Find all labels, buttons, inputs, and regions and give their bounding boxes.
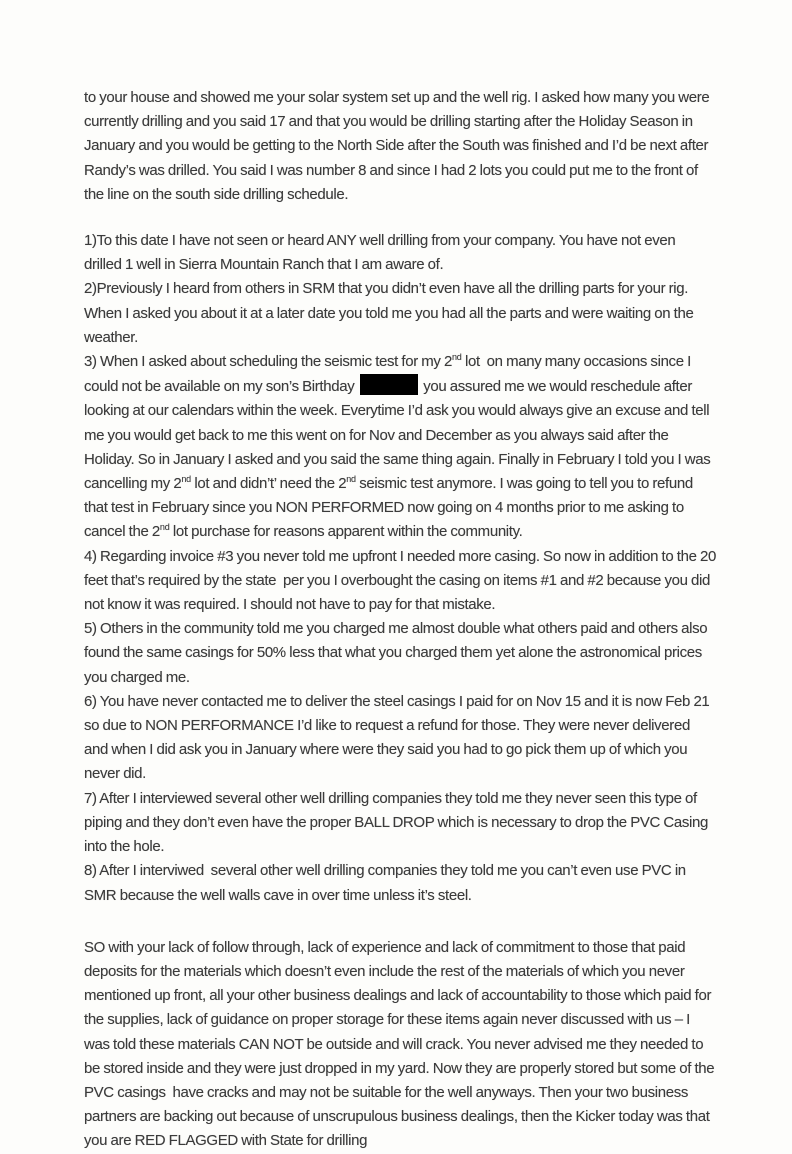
list-item-8: 8) After I interviwed several other well drilling companies they told me you can’t even use PVC in SMR because the well walls cave in over time unless it’s steel.: [84, 862, 690, 904]
ordinal-superscript: nd: [346, 474, 356, 485]
list-item-5: 5) Others in the community told me you charged me almost double what others paid and others also found the same casings for 50% less that what you charged them yet alone the astronomical prices you charged me.: [84, 620, 711, 686]
list-item-2: 2)Previously I heard from others in SRM that you didn’t even have all the drilling parts for your rig. When I asked you about it at a later date you told me you had all the parts and were waiting on the weather.: [84, 280, 697, 346]
list-item-3: 3) When I asked about scheduling the seismic test for my 2nd lot on many many occasions since I could not be available on my son’s Birthday you assured me we would reschedule after looking at our calendars within the week. Everytime I’d ask you would always give an excuse and tell me you would get back to me this went on for Nov and December as you always said after the Holiday. So in January I asked and you said the same thing again. Finally in February I told you I was cancelling my 2nd lot and didn’t’ need the 2nd seismic test anymore. I was going to tell you to refund that test in February since you NON PERFORMED now going on 4 months prior to me asking to cancel the 2nd lot purchase for reasons apparent within the community.: [84, 352, 714, 541]
closing-paragraph: SO with your lack of follow through, lack of experience and lack of commitment to those that paid deposits for the materials which doesn’t even include the rest of the materials of which you never mentioned up front, all your other business dealings and lack of accountability to those which paid for the supplies, lack of guidance on proper storage for these items again never discussed with us – I was told these materials CAN NOT be outside and will crack. You never advised me they needed to be stored inside and they were just dropped in my yard. Now they are properly stored but some of the PVC casings have cracks and may not be suitable for the well anyways. Then your two business partners are backing out because of unscrupulous business dealings, then the Kicker today was that you are RED FLAGGED with State for drilling: [84, 938, 718, 1150]
ordinal-superscript: nd: [159, 522, 170, 533]
letter-document: [84, 86, 720, 1154]
redaction-box: [360, 374, 418, 395]
list-item-7: 7) After I interviewed several other well drilling companies they told me they never seen this type of piping and they don’t even have the proper BALL DROP which is necessary to drop the PVC Casing into the hole.: [84, 789, 712, 856]
list-item-4: 4) Regarding invoice #3 you never told me upfront I needed more casing. So now in addition to the 20 feet that’s required by the state per you I overbought the casing on items #1 and #2 because you did not know it was required. I should not have to pay for that mistake.: [84, 547, 720, 614]
numbered-complaint-list: [84, 229, 720, 908]
ordinal-superscript: nd: [181, 474, 191, 485]
intro-paragraph: to your house and showed me your solar system set up and the well rig. I asked how many you were currently drilling and you said 17 and that you would be drilling starting after the Holiday Season in January and you would be getting to the North Side after the South was finished and I’d be next after Randy’s was drilled. You said I was number 8 and since I had 2 lots you could put me to the front of the line on the south side drilling schedule.: [84, 89, 713, 203]
list-item-6: 6) You have never contacted me to deliver the steel casings I paid for on Nov 15 and it is now Feb 21 so due to NON PERFORMANCE I’d like to request a refund for those. They were never delivered and when I did ask you in January where were they said you had to go pick them up of which you never did.: [84, 692, 713, 783]
ordinal-superscript: nd: [452, 352, 462, 363]
list-item-1: 1)To this date I have not seen or heard ANY well drilling from your company. You have not even drilled 1 well in Sierra Mountain Ranch that I am aware of.: [84, 232, 679, 274]
